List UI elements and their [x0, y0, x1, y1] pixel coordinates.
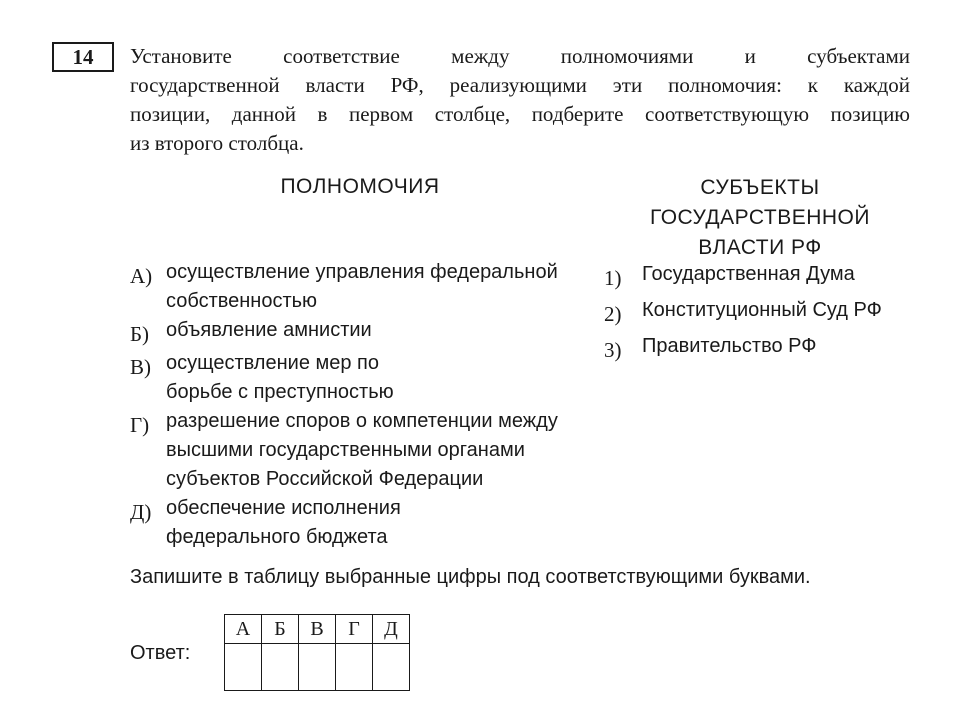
subjects-column-header — [630, 173, 890, 263]
answer-input-cell[interactable] — [373, 644, 410, 691]
subject-text: Правительство РФ — [642, 335, 817, 357]
subject-text: Конституционный Суд РФ — [642, 299, 882, 321]
answer-header-cell: В — [299, 615, 336, 644]
power-label: В) — [130, 355, 151, 379]
power-item — [130, 258, 590, 316]
subject-label: 2) — [604, 302, 622, 326]
subjects-list — [604, 258, 924, 366]
prompt-line: государственной власти РФ, реализующими эти полномочия: к каждой — [130, 73, 910, 97]
subject-item — [604, 294, 924, 330]
power-text: осуществление мер по борьбе с преступностью — [166, 352, 394, 403]
subject-item — [604, 258, 924, 294]
task-number: 14 — [52, 42, 114, 72]
answer-header-cell: Г — [336, 615, 373, 644]
power-text: разрешение споров о компетенции между высшими государственными органами субъектов Российской Федерации — [166, 410, 558, 490]
power-item — [130, 349, 590, 407]
power-label: Д) — [130, 500, 152, 524]
answer-input-cell[interactable] — [262, 644, 299, 691]
power-text: обеспечение исполнения федерального бюджета — [166, 497, 401, 548]
power-item — [130, 407, 590, 494]
answer-instruction: Запишите в таблицу выбранные цифры под соответствующими буквами. — [130, 566, 811, 588]
answer-input-cell[interactable] — [299, 644, 336, 691]
powers-column-header: ПОЛНОМОЧИЯ — [280, 175, 440, 198]
power-item — [130, 494, 590, 552]
subjects-header-line: ВЛАСТИ РФ — [698, 236, 822, 259]
answer-input-cell[interactable] — [336, 644, 373, 691]
power-label: А) — [130, 264, 153, 288]
subject-text: Государственная Дума — [642, 263, 855, 285]
power-text: объявление амнистии — [166, 319, 372, 341]
answer-label: Ответ: — [130, 642, 191, 664]
subjects-header-line: ГОСУДАРСТВЕННОЙ — [650, 206, 870, 229]
answer-table — [224, 614, 410, 691]
subject-item — [604, 330, 924, 366]
subject-label: 1) — [604, 266, 622, 290]
subjects-header-line: СУБЪЕКТЫ — [700, 176, 820, 199]
power-item — [130, 316, 590, 349]
task-prompt — [130, 42, 910, 158]
power-label: Г) — [130, 413, 150, 437]
prompt-line: позиции, данной в первом столбце, подберите соответствующую позицию — [130, 102, 910, 126]
subject-label: 3) — [604, 338, 622, 362]
power-text: осуществление управления федеральной собственностью — [166, 261, 558, 312]
powers-list — [130, 258, 590, 552]
answer-header-cell: Д — [373, 615, 410, 644]
answer-header-cell: А — [225, 615, 262, 644]
prompt-line: Установите соответствие между полномочиями и субъектами — [130, 44, 910, 68]
answer-header-cell: Б — [262, 615, 299, 644]
answer-input-cell[interactable] — [225, 644, 262, 691]
power-label: Б) — [130, 322, 150, 346]
prompt-line: из второго столбца. — [130, 131, 304, 155]
